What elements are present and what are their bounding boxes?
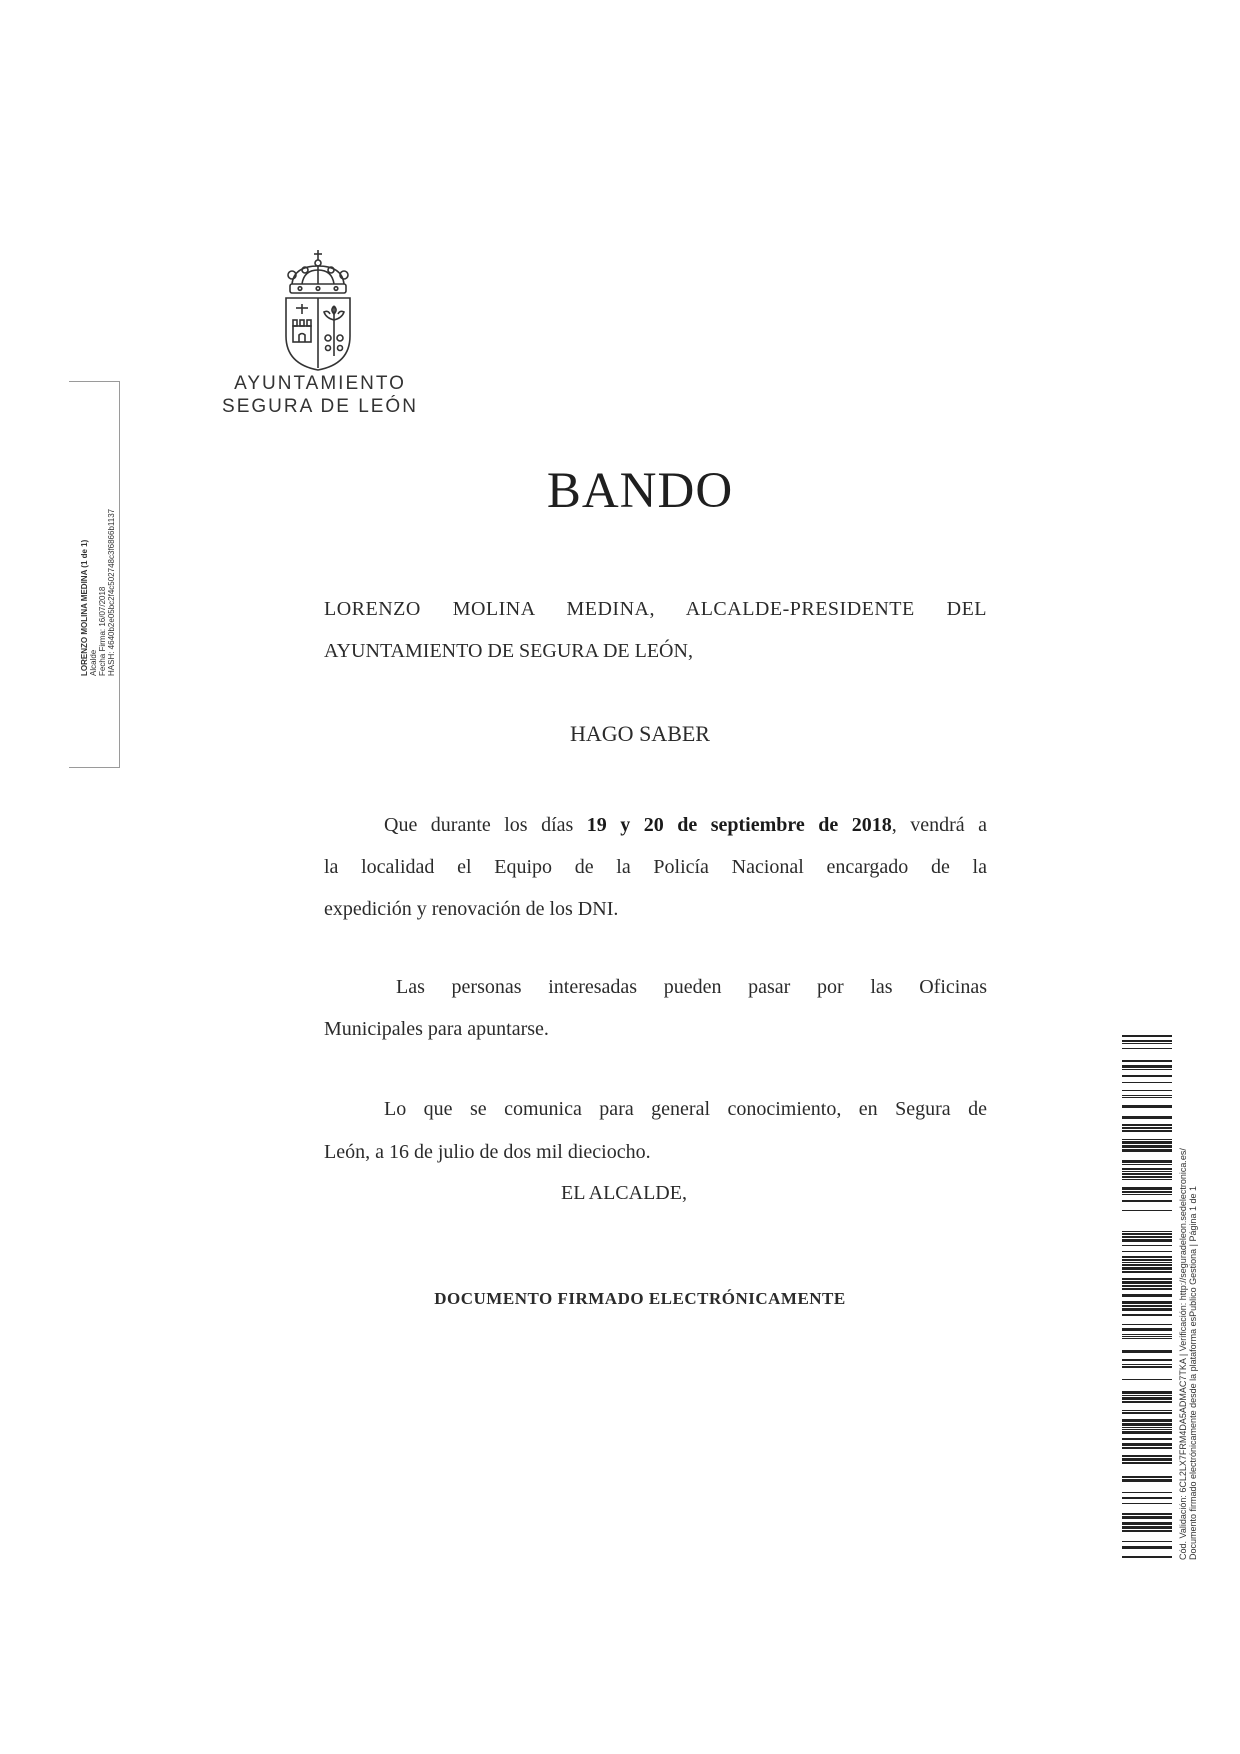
paragraph-3-line-2: León, a 16 de julio de dos mil dieciocho. xyxy=(324,1141,651,1163)
paragraph-1-line-3: expedición y renovación de los DNI. xyxy=(324,898,619,920)
coat-of-arms-icon xyxy=(278,248,358,372)
verification-line-2: Documento firmado electrónicamente desde la plataforma esPublico Gestiona | Página 1 de 1 xyxy=(1188,1185,1198,1560)
p1-post: , vendrá a xyxy=(891,814,987,836)
document-title: BANDO xyxy=(546,463,734,519)
stamp-hash: HASH: 4640b2e05bc2f4c502748c3f6866b1137 xyxy=(107,508,116,676)
signature-line: EL ALCALDE, xyxy=(561,1182,687,1204)
hago-saber-heading: HAGO SABER xyxy=(570,721,710,746)
paragraph-1-line-1 xyxy=(384,814,987,837)
paragraph-2-line-2: Municipales para apuntarse. xyxy=(324,1018,549,1040)
signature-stamp-text xyxy=(80,509,116,676)
paragraph-3-line-1: Lo que se comunica para general conocimiento, en Segura de xyxy=(384,1098,987,1120)
barcode-icon xyxy=(1122,1035,1172,1558)
stamp-sign-date: Fecha Firma: 16/07/2018 xyxy=(98,586,107,676)
intro-line-1: LORENZO MOLINA MEDINA, ALCALDE-PRESIDENTE DEL xyxy=(324,598,987,620)
municipality-line-2: SEGURA DE LEÓN xyxy=(222,396,418,417)
intro-line-2: AYUNTAMIENTO DE SEGURA DE LEÓN, xyxy=(324,640,693,662)
p1-dates: 19 y 20 de septiembre de 2018 xyxy=(586,814,892,836)
verification-line-1: Cód. Validación: 6CL2LX7FRM4DA5ADMAC7TKA | Verificación: http://seguradeleon.sedelectronica.es/ xyxy=(1178,1148,1188,1560)
stamp-signer-role: Alcalde xyxy=(89,649,98,676)
municipality-line-1: AYUNTAMIENTO xyxy=(234,373,406,394)
verification-text xyxy=(1178,1148,1198,1560)
paragraph-2-line-1: Las personas interesadas pueden pasar por las Oficinas xyxy=(396,976,987,998)
electronic-signature-notice: DOCUMENTO FIRMADO ELECTRÓNICAMENTE xyxy=(434,1289,846,1308)
p1-pre: Que durante los días xyxy=(384,814,574,836)
stamp-signer-name: LORENZO MOLINA MEDINA (1 de 1) xyxy=(80,539,89,676)
paragraph-1-line-2: la localidad el Equipo de la Policía Nacional encargado de la xyxy=(324,856,987,878)
